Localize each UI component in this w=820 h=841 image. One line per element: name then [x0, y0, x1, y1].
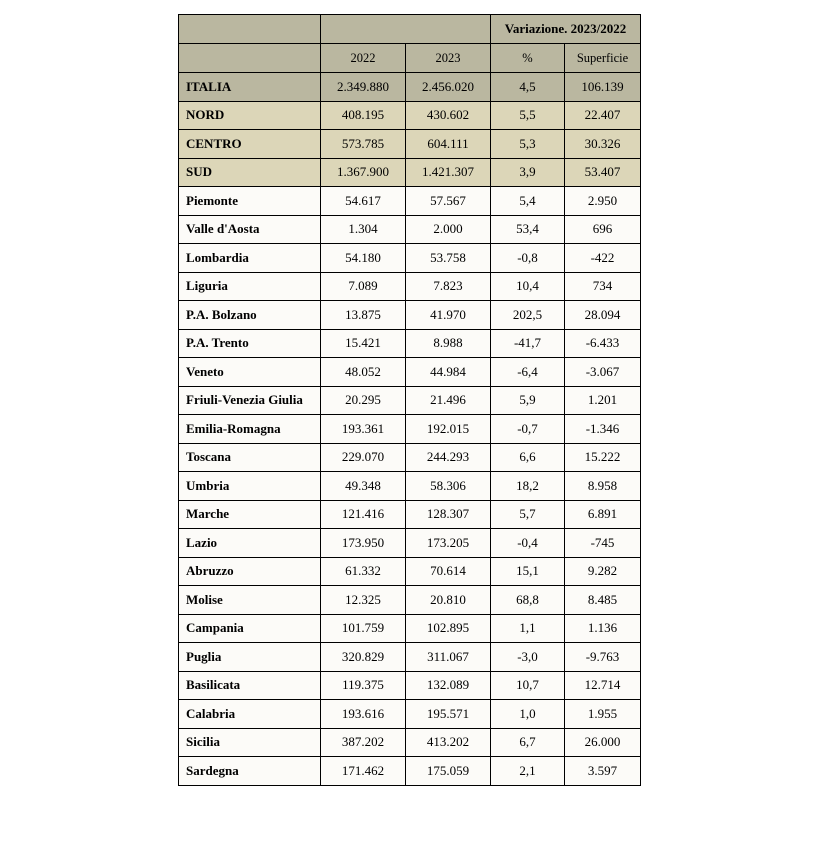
row-name-cell: Sicilia: [179, 728, 321, 757]
header-empty-cell: [179, 15, 321, 44]
row-value-2022-cell: 101.759: [321, 614, 406, 643]
row-value-2022-cell: 15.421: [321, 329, 406, 358]
row-value-2022-cell: 193.361: [321, 415, 406, 444]
row-pct-cell: 5,4: [491, 187, 565, 216]
row-name-cell: Liguria: [179, 272, 321, 301]
row-value-2023-cell: 1.421.307: [406, 158, 491, 187]
row-value-2022-cell: 121.416: [321, 500, 406, 529]
row-area-cell: 6.891: [565, 500, 641, 529]
row-name-cell: SUD: [179, 158, 321, 187]
row-pct-cell: 1,1: [491, 614, 565, 643]
table-row: [179, 671, 641, 700]
table-row: [179, 187, 641, 216]
row-area-cell: 22.407: [565, 101, 641, 130]
header-empty-cell: [179, 44, 321, 73]
row-area-cell: 9.282: [565, 557, 641, 586]
row-name-cell: Umbria: [179, 472, 321, 501]
row-name-cell: Toscana: [179, 443, 321, 472]
row-value-2022-cell: 408.195: [321, 101, 406, 130]
row-value-2022-cell: 171.462: [321, 757, 406, 786]
row-value-2023-cell: 128.307: [406, 500, 491, 529]
table-row: [179, 472, 641, 501]
row-value-2022-cell: 61.332: [321, 557, 406, 586]
row-value-2023-cell: 41.970: [406, 301, 491, 330]
table-row: [179, 415, 641, 444]
row-value-2023-cell: 132.089: [406, 671, 491, 700]
row-name-cell: Piemonte: [179, 187, 321, 216]
row-pct-cell: -3,0: [491, 643, 565, 672]
row-area-cell: 53.407: [565, 158, 641, 187]
row-area-cell: 3.597: [565, 757, 641, 786]
row-value-2023-cell: 21.496: [406, 386, 491, 415]
row-name-cell: Lazio: [179, 529, 321, 558]
row-area-cell: -9.763: [565, 643, 641, 672]
row-area-cell: 8.958: [565, 472, 641, 501]
row-value-2023-cell: 430.602: [406, 101, 491, 130]
data-table: [178, 14, 641, 786]
row-value-2023-cell: 8.988: [406, 329, 491, 358]
row-area-cell: 106.139: [565, 73, 641, 102]
row-pct-cell: 5,5: [491, 101, 565, 130]
row-value-2023-cell: 173.205: [406, 529, 491, 558]
table-row: [179, 73, 641, 102]
table-row: [179, 643, 641, 672]
table-row: [179, 728, 641, 757]
row-value-2022-cell: 320.829: [321, 643, 406, 672]
row-area-cell: -1.346: [565, 415, 641, 444]
row-pct-cell: -6,4: [491, 358, 565, 387]
row-pct-cell: 5,7: [491, 500, 565, 529]
table-row: [179, 101, 641, 130]
row-name-cell: Veneto: [179, 358, 321, 387]
table-row: [179, 614, 641, 643]
row-name-cell: P.A. Bolzano: [179, 301, 321, 330]
row-area-cell: 15.222: [565, 443, 641, 472]
row-pct-cell: 15,1: [491, 557, 565, 586]
table-row: [179, 244, 641, 273]
row-area-cell: -3.067: [565, 358, 641, 387]
row-value-2022-cell: 1.367.900: [321, 158, 406, 187]
row-name-cell: Puglia: [179, 643, 321, 672]
row-pct-cell: 2,1: [491, 757, 565, 786]
row-value-2022-cell: 12.325: [321, 586, 406, 615]
row-name-cell: NORD: [179, 101, 321, 130]
row-value-2023-cell: 44.984: [406, 358, 491, 387]
row-area-cell: 28.094: [565, 301, 641, 330]
row-pct-cell: 5,9: [491, 386, 565, 415]
row-area-cell: 30.326: [565, 130, 641, 159]
row-value-2022-cell: 2.349.880: [321, 73, 406, 102]
row-value-2023-cell: 311.067: [406, 643, 491, 672]
row-name-cell: P.A. Trento: [179, 329, 321, 358]
row-value-2022-cell: 119.375: [321, 671, 406, 700]
table-row: [179, 443, 641, 472]
table-row: [179, 700, 641, 729]
table-row: [179, 358, 641, 387]
table-row: [179, 586, 641, 615]
row-value-2023-cell: 195.571: [406, 700, 491, 729]
table-row: [179, 130, 641, 159]
row-name-cell: Abruzzo: [179, 557, 321, 586]
row-pct-cell: 3,9: [491, 158, 565, 187]
row-name-cell: Valle d'Aosta: [179, 215, 321, 244]
row-pct-cell: 6,6: [491, 443, 565, 472]
row-value-2022-cell: 193.616: [321, 700, 406, 729]
row-pct-cell: 4,5: [491, 73, 565, 102]
table-row: [179, 158, 641, 187]
header-col-2022: 2022: [321, 44, 406, 73]
row-name-cell: Sardegna: [179, 757, 321, 786]
table-row: [179, 329, 641, 358]
row-pct-cell: 202,5: [491, 301, 565, 330]
table-row: [179, 272, 641, 301]
table-row: [179, 500, 641, 529]
row-value-2023-cell: 102.895: [406, 614, 491, 643]
row-area-cell: -422: [565, 244, 641, 273]
table-row: [179, 757, 641, 786]
row-area-cell: 26.000: [565, 728, 641, 757]
row-area-cell: -6.433: [565, 329, 641, 358]
row-value-2023-cell: 7.823: [406, 272, 491, 301]
row-value-2022-cell: 20.295: [321, 386, 406, 415]
row-value-2023-cell: 2.000: [406, 215, 491, 244]
header-col-area: Superficie: [565, 44, 641, 73]
row-area-cell: 8.485: [565, 586, 641, 615]
row-value-2023-cell: 70.614: [406, 557, 491, 586]
header-row-sub: [179, 44, 641, 73]
row-value-2022-cell: 573.785: [321, 130, 406, 159]
row-area-cell: -745: [565, 529, 641, 558]
row-name-cell: Molise: [179, 586, 321, 615]
row-name-cell: Lombardia: [179, 244, 321, 273]
row-pct-cell: 1,0: [491, 700, 565, 729]
row-pct-cell: 18,2: [491, 472, 565, 501]
row-value-2022-cell: 54.617: [321, 187, 406, 216]
header-years-cell: [321, 15, 491, 44]
row-value-2023-cell: 413.202: [406, 728, 491, 757]
row-name-cell: Basilicata: [179, 671, 321, 700]
row-value-2022-cell: 229.070: [321, 443, 406, 472]
row-area-cell: 12.714: [565, 671, 641, 700]
row-pct-cell: -0,8: [491, 244, 565, 273]
row-pct-cell: 68,8: [491, 586, 565, 615]
table-row: [179, 557, 641, 586]
row-name-cell: ITALIA: [179, 73, 321, 102]
row-value-2022-cell: 48.052: [321, 358, 406, 387]
row-value-2023-cell: 20.810: [406, 586, 491, 615]
header-variation-title: Variazione. 2023/2022: [491, 15, 641, 44]
row-area-cell: 1.955: [565, 700, 641, 729]
row-value-2023-cell: 58.306: [406, 472, 491, 501]
header-col-2023: 2023: [406, 44, 491, 73]
table-row: [179, 386, 641, 415]
header-col-pct: %: [491, 44, 565, 73]
row-value-2023-cell: 192.015: [406, 415, 491, 444]
row-value-2022-cell: 7.089: [321, 272, 406, 301]
row-name-cell: CENTRO: [179, 130, 321, 159]
row-name-cell: Friuli-Venezia Giulia: [179, 386, 321, 415]
row-pct-cell: 10,4: [491, 272, 565, 301]
row-value-2022-cell: 173.950: [321, 529, 406, 558]
row-area-cell: 734: [565, 272, 641, 301]
table-row: [179, 529, 641, 558]
row-pct-cell: -0,4: [491, 529, 565, 558]
table-row: [179, 215, 641, 244]
row-area-cell: 696: [565, 215, 641, 244]
row-value-2023-cell: 244.293: [406, 443, 491, 472]
row-value-2022-cell: 54.180: [321, 244, 406, 273]
row-pct-cell: 53,4: [491, 215, 565, 244]
row-value-2022-cell: 387.202: [321, 728, 406, 757]
row-value-2023-cell: 53.758: [406, 244, 491, 273]
row-pct-cell: 6,7: [491, 728, 565, 757]
table-row: [179, 301, 641, 330]
row-pct-cell: -41,7: [491, 329, 565, 358]
row-name-cell: Calabria: [179, 700, 321, 729]
row-value-2022-cell: 49.348: [321, 472, 406, 501]
row-value-2022-cell: 1.304: [321, 215, 406, 244]
row-value-2022-cell: 13.875: [321, 301, 406, 330]
row-area-cell: 1.136: [565, 614, 641, 643]
row-name-cell: Marche: [179, 500, 321, 529]
row-name-cell: Campania: [179, 614, 321, 643]
row-pct-cell: 5,3: [491, 130, 565, 159]
row-pct-cell: 10,7: [491, 671, 565, 700]
row-area-cell: 1.201: [565, 386, 641, 415]
row-value-2023-cell: 604.111: [406, 130, 491, 159]
header-row-top: [179, 15, 641, 44]
row-pct-cell: -0,7: [491, 415, 565, 444]
row-area-cell: 2.950: [565, 187, 641, 216]
row-value-2023-cell: 57.567: [406, 187, 491, 216]
row-value-2023-cell: 175.059: [406, 757, 491, 786]
row-name-cell: Emilia-Romagna: [179, 415, 321, 444]
row-value-2023-cell: 2.456.020: [406, 73, 491, 102]
